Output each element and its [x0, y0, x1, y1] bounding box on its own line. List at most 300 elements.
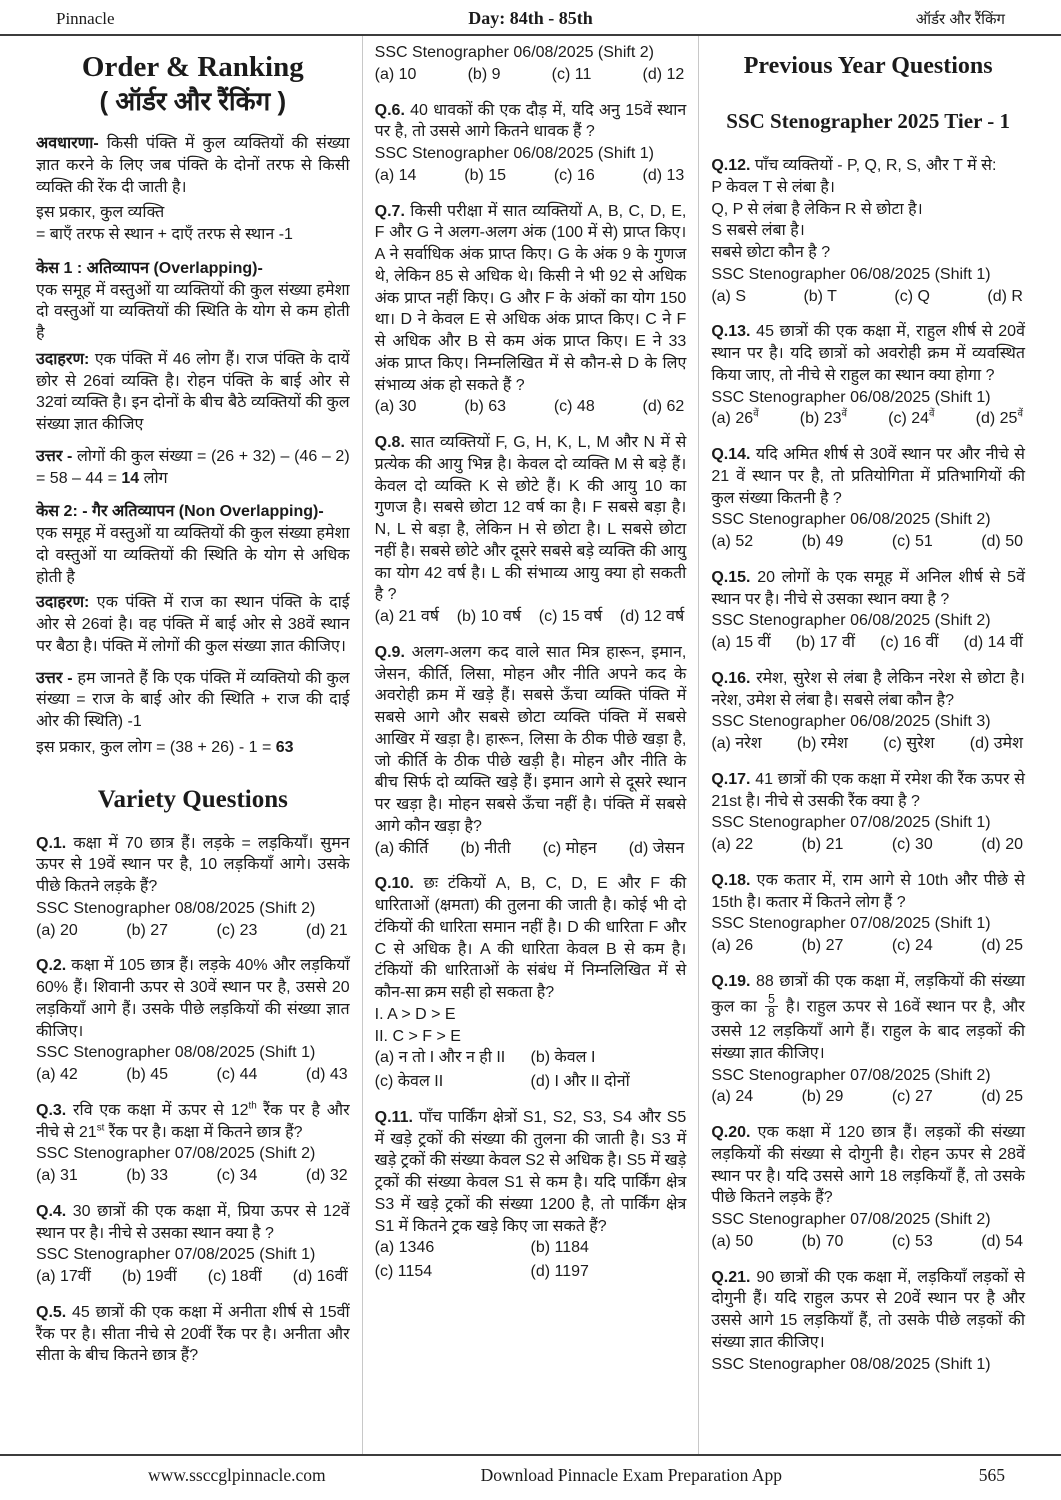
option-c: (c) 1154 — [374, 1263, 433, 1280]
option-label: (a) — [711, 634, 736, 652]
answer2-result-line — [36, 737, 350, 759]
question-number: Q.17. — [711, 770, 756, 788]
answer1-tail: लोग — [139, 469, 168, 487]
options-row — [711, 1086, 1025, 1108]
question-text: Q.6. 40 धावकों की एक दौड़ में, यदि अनु 15वें स्थान पर है, तो उससे आगे कितने धावक हैं ? — [374, 101, 687, 141]
option-d: (d) 50 — [981, 533, 1023, 551]
option-b: (b) 33 — [126, 1167, 169, 1185]
question-source: SSC Stenographer 07/08/2025 (Shift 2) — [36, 1145, 316, 1163]
statement-line: II. C > F > E — [374, 1027, 461, 1045]
options-row — [375, 1237, 687, 1283]
option-label: (c) — [553, 398, 577, 416]
option-label: (d) — [530, 1073, 555, 1090]
option-label: (b) — [456, 608, 481, 625]
option-c: (c) Q — [894, 287, 930, 305]
option-label: (a) — [374, 1239, 399, 1257]
option-label: (b) — [796, 735, 821, 753]
option-label: (d) — [981, 1232, 1006, 1250]
previous-year-questions-heading: Previous Year Questions — [743, 53, 993, 79]
option-a: (a) 50 — [711, 1232, 754, 1250]
question-source: SSC Stenographer 08/08/2025 (Shift 1) — [711, 1355, 991, 1373]
page-header — [0, 0, 1061, 36]
option-label: (b) — [126, 1167, 151, 1185]
question-number: Q.5. — [36, 1303, 73, 1321]
option-b: (b) 70 — [801, 1232, 844, 1250]
option-label: (d) — [628, 839, 653, 857]
option-label: (a) — [36, 1066, 60, 1084]
option-label: (b) — [121, 1268, 146, 1286]
statement-line: P केवल T से लंबा है। — [711, 178, 835, 196]
variety-questions-heading: Variety Questions — [97, 785, 288, 813]
case1-body: एक समूह में वस्तुओं या व्यक्तियों की कुल संख्या हमेशा दो वस्तुओं या व्यक्तियों की स्थिति के योग से कम होती है — [36, 281, 350, 343]
superscript: st — [96, 1122, 105, 1134]
option-c: (c) 23 — [216, 921, 258, 939]
option-d: (d) 14 वीं — [963, 634, 1023, 652]
option-b: (b) 49 — [801, 533, 844, 551]
option-a: (a) कीर्ति — [374, 839, 429, 857]
option-c: (c) 34 — [216, 1167, 258, 1185]
option-label: (a) — [374, 398, 399, 416]
question-8 — [375, 432, 687, 628]
option-label: (c) — [216, 1066, 240, 1084]
question-text: Q.1. कक्षा में 70 छात्र हैं। लड़के = लड़कियाँ। सुमन ऊपर से 19वें स्थान पर है, 10 लड़कियाँ आगे। उसके पीछे कितने लड़के हैं? — [36, 834, 350, 896]
option-c: (c) 16 वीं — [880, 634, 939, 652]
option-label: (d) — [981, 836, 1006, 854]
answer1-paragraph — [36, 446, 350, 490]
question-text: Q.7. किसी परीक्षा में सात व्यक्तियों A, B, C, D, E, F और G ने अलग-अलग अंक (100 में से) प्राप्त किए। A ने सर्वाधिक अंक प्राप्त किए। G के अंक 9 के गुणज थे, लेकिन 85 से अधिक थे। किसी ने भी 92 से अधिक अंक प्राप्त नहीं किए। G और F के अंकों का योग 150 था। D ने केवल E से अधिक अंक प्राप्त किए। C ने F से अधिक और B से कम अंक प्राप्त किए। E ने 33 अंक प्राप्त किए। निम्नलिखित में से कौन-से D के लिए संभाव्य अंक हो सकते हैं ? — [374, 202, 687, 394]
question-source: SSC Stenographer 06/08/2025 (Shift 2) — [711, 511, 991, 529]
option-label: (b) — [460, 839, 485, 857]
option-label: (c) — [538, 608, 562, 625]
option-c: (c) सुरेश — [883, 735, 935, 753]
option-label: (a) — [711, 287, 736, 305]
question-text: Q.12. पाँच व्यक्तियों - P, Q, R, S, और T में से: — [711, 157, 997, 175]
content-columns — [0, 36, 1061, 1454]
question-number: Q.21. — [711, 1268, 757, 1286]
option-label: (d) — [975, 410, 1000, 428]
option-label: (a) — [711, 735, 736, 753]
option-d: (d) 62 — [642, 398, 685, 416]
option-label: (c) — [891, 533, 915, 551]
example1-text: एक पंक्ति में 46 लोग हैं। राज पंक्ति के दायें छोर से 26वां व्यक्ति है। रोहन पंक्ति के बाई ओर से 32वां व्यक्ति है। इन दोनों के बीच बैठे व्यक्तियों की कुल संख्या ज्ञात कीजिए — [36, 350, 350, 434]
option-label: (c) — [891, 1232, 915, 1250]
option-label: (a) — [711, 533, 736, 551]
option-d: (d) 25 — [981, 1088, 1023, 1106]
option-label: (b) — [464, 398, 489, 416]
options-row — [711, 1231, 1025, 1253]
option-d: (d) 12 — [642, 65, 685, 83]
option-label: (d) — [292, 1268, 317, 1286]
column-3 — [699, 36, 1037, 1454]
option-a: (a) 21 वर्ष — [374, 608, 440, 625]
options-row — [375, 606, 687, 628]
superscript: वें — [1017, 409, 1023, 421]
option-b: (b) 29 — [801, 1088, 844, 1106]
option-label: (b) — [801, 836, 826, 854]
question-number: Q.18. — [711, 871, 757, 889]
question-number: Q.6. — [374, 101, 411, 119]
option-label: (b) — [126, 1066, 151, 1084]
exam-tier-subheading: SSC Stenographer 2025 Tier - 1 — [726, 108, 1011, 133]
option-label: (b) — [467, 65, 492, 83]
example2-paragraph — [36, 592, 350, 657]
options-row — [36, 1165, 350, 1187]
option-label: (c) — [207, 1268, 231, 1286]
option-label: (a) — [711, 937, 736, 955]
option-label: (a) — [36, 1268, 60, 1286]
question-number: Q.1. — [36, 834, 74, 852]
option-label: (c) — [880, 634, 904, 652]
question-source: SSC Stenographer 06/08/2025 (Shift 3) — [711, 713, 991, 731]
option-a: (a) 15 वीं — [711, 634, 771, 652]
option-label: (d) — [969, 735, 994, 753]
option-d: (d) 1197 — [530, 1263, 589, 1280]
question-continuation — [375, 42, 687, 86]
concept-line3: = बाएँ तरफ से स्थान + दाएँ तरफ से स्थान -1 — [36, 226, 293, 244]
options-row — [711, 834, 1025, 856]
option-b: (b) 45 — [126, 1066, 169, 1084]
question-text: Q.5. 45 छात्रों की एक कक्षा में अनीता शीर्ष से 15वीं रैंक पर है। सीता नीचे से 20वीं रैंक पर है। अनीता और सीता के बीच कितने छात्र हैं? — [36, 1303, 350, 1365]
option-label: (d) — [305, 921, 330, 939]
options-row — [711, 286, 1025, 308]
answer1-text: लोगों की कुल संख्या = (26 + 32) – (46 – 2) = 58 – 44 = — [36, 447, 350, 487]
answer2-result-pre: इस प्रकार, कुल लोग = (38 + 26) - 1 = — [36, 738, 276, 756]
option-d: (d) 43 — [305, 1066, 348, 1084]
option-label: (d) — [642, 65, 667, 83]
question-7 — [375, 201, 687, 419]
option-b: (b) 10 वर्ष — [456, 608, 522, 625]
column-3-questions-list — [711, 155, 1025, 1375]
question-number: Q.4. — [36, 1202, 73, 1220]
question-text: Q.11. पाँच पार्किंग क्षेत्रों S1, S2, S3, S4 और S5 में खड़े ट्रकों की संख्या की तुलना की जाती है। S3 में खड़े ट्रकों की संख्या केवल S2 से अधिक है। S5 में खड़े ट्रकों की संख्या केवल S1 से कम है। यदि पार्किंग क्षेत्र S3 में खड़े ट्रकों की संख्या 1200 है, तो पार्किंग क्षेत्र S1 में कितने ट्रक खड़े किए जा सकते हैं? — [374, 1108, 687, 1235]
footer-website: www.ssccglpinnacle.com — [147, 1465, 326, 1485]
option-b: (b) 19वीं — [121, 1268, 177, 1286]
chapter-title-english: Order & Ranking — [81, 51, 304, 83]
question-text: Q.8. सात व्यक्तियों F, G, H, K, L, M और N में से प्रत्येक की आयु भिन्न है। केवल दो व्यक्ति M से बड़े हैं। केवल दो व्यक्ति K से छोटे हैं। K की आयु 10 का गुणज है। सबसे छोटा 12 वर्ष का है। F सबसे बड़ा है। N, L से बड़ा है, लेकिन H से छोटा है। L सबसे छोटा नहीं है। सबसे छोटे और दूसरे सबसे बड़े व्यक्ति की आयु का योग 42 वर्ष है। L की संभाव्य आयु क्या हो सकती है ? — [374, 434, 687, 604]
question-1 — [36, 833, 350, 942]
option-label: (d) — [963, 634, 988, 652]
options-row — [375, 396, 687, 418]
question-number: Q.13. — [711, 323, 757, 341]
options-row — [36, 1064, 350, 1086]
statement-line: सबसे छोटा कौन है ? — [711, 244, 831, 262]
option-a: (a) 26 — [711, 937, 754, 955]
option-label: (b) — [530, 1049, 555, 1067]
option-a: (a) 14 — [374, 166, 417, 184]
options-row — [375, 838, 687, 860]
option-b: (b) T — [803, 287, 837, 305]
question-15 — [711, 567, 1025, 654]
option-label: (c) — [894, 287, 918, 305]
option-c: (c) 15 वर्ष — [538, 608, 603, 625]
option-label: (a) — [36, 921, 60, 939]
superscript: वें — [753, 409, 759, 421]
answer2-paragraph — [36, 668, 350, 733]
option-label: (c) — [551, 65, 575, 83]
case2-body: एक समूह में वस्तुओं या व्यक्तियों की कुल संख्या हमेशा दो वस्तुओं या व्यक्तियों की स्थिति के योग से अधिक होती है — [36, 525, 350, 586]
question-text: Q.19. 88 छात्रों की एक कक्षा में, लड़कियों की संख्या कुल का $\frac{5}{8}$ है। राहुल ऊपर से 16वें स्थान पर है, और उससे 12 लड़कियाँ आगे हैं। राहुल के बाद लड़कों की संख्या ज्ञात कीजिए। — [711, 972, 1025, 1062]
statement-line: S सबसे लंबा है। — [711, 222, 805, 240]
option-b: (b) केवल I — [530, 1049, 596, 1067]
question-source: SSC Stenographer 06/08/2025 (Shift 2) — [374, 44, 654, 61]
option-label: (d) — [642, 398, 667, 416]
fraction-denominator: 8 — [767, 1006, 775, 1021]
option-label: (b) — [801, 1232, 826, 1250]
option-b: (b) 1184 — [530, 1239, 589, 1257]
options-row — [711, 408, 1025, 430]
question-source: SSC Stenographer 07/08/2025 (Shift 1) — [711, 814, 991, 832]
option-label: (a) — [374, 839, 399, 857]
question-6 — [375, 100, 687, 187]
option-d: (d) 54 — [981, 1232, 1023, 1250]
option-c: (c) 48 — [553, 398, 595, 416]
answer1-result: 14 — [121, 469, 140, 487]
variety-questions-list — [36, 833, 350, 1368]
option-a: (a) नरेश — [711, 735, 762, 753]
option-label: (b) — [801, 533, 826, 551]
question-number: Q.11. — [374, 1108, 419, 1126]
case1-heading: केस 1 : अतिव्यापन (Overlapping)- — [36, 259, 263, 277]
question-text: Q.3. रवि एक कक्षा में ऊपर से 12th रैंक पर है और नीचे से 21st रैंक पर है। कक्षा में कितने छात्र हैं? — [36, 1100, 350, 1141]
question-source: SSC Stenographer 06/08/2025 (Shift 1) — [711, 388, 991, 406]
answer2-result: 63 — [275, 738, 294, 756]
option-b: (b) नीती — [460, 839, 511, 857]
option-b: (b) 21 — [801, 836, 844, 854]
option-a: (a) 17वीं — [36, 1268, 91, 1286]
question-16 — [711, 668, 1025, 755]
option-a: (a) 10 — [374, 65, 417, 83]
option-label: (a) — [36, 1167, 60, 1185]
options-row — [711, 733, 1025, 755]
option-a: (a) न तो I और न ही II — [374, 1049, 506, 1067]
example2-text: एक पंक्ति में राज का स्थान पंक्ति के दाई ओर से 26वां है। वह पंक्ति में बाई ओर से 38वें स्थान पर बैठा है। पंक्ति में लोगों की कुल संख्या ज्ञात कीजिए। — [36, 594, 350, 655]
question-21 — [711, 1267, 1025, 1376]
option-label: (b) — [799, 410, 824, 428]
column-2 — [362, 36, 700, 1454]
question-source: SSC Stenographer 07/08/2025 (Shift 2) — [711, 1211, 991, 1229]
question-text: Q.16. रमेश, सुरेश से लंबा है लेकिन नरेश से छोटा है। नरेश, उमेश से लंबा है। सबसे लंबा कौन है? — [711, 669, 1025, 709]
question-source: SSC Stenographer 08/08/2025 (Shift 2) — [36, 899, 316, 917]
option-d: (d) I और II दोनों — [530, 1073, 630, 1090]
question-text: Q.20. एक कक्षा में 120 छात्र हैं। लड़कों की संख्या लड़कियों की संख्या से दोगुनी है। रोहन ऊपर से 28वें स्थान पर है। यदि उससे आगे 18 लड़कियाँ हैं, तो उसके पीछे कितने लड़के हैं? — [711, 1124, 1025, 1207]
option-c: (c) 11 — [551, 65, 592, 83]
option-a: (a) 1346 — [374, 1239, 435, 1257]
options-row — [36, 920, 350, 942]
option-label: (a) — [711, 836, 736, 854]
question-text: Q.13. 45 छात्रों की एक कक्षा में, राहुल शीर्ष से 20वें स्थान पर है। यदि छात्रों को अवरोही क्रम में व्यवस्थित किया जाए, तो नीचे से राहुल का स्थान क्या होगा ? — [711, 323, 1025, 384]
option-label: (c) — [891, 1088, 915, 1106]
footer-page-number: 565 — [978, 1465, 1005, 1485]
header-topic-hindi: ऑर्डर और रैंकिंग — [915, 11, 1005, 28]
option-b: (b) 27 — [126, 921, 169, 939]
chapter-title-hindi: ( ऑर्डर और रैंकिंग ) — [99, 85, 287, 116]
question-number: Q.8. — [374, 434, 411, 451]
option-d: (d) 21 — [305, 921, 348, 939]
options-row — [375, 64, 687, 86]
option-label: (c) — [883, 735, 907, 753]
answer2-label: उत्तर - — [36, 669, 73, 687]
options-row — [375, 1047, 687, 1093]
answer1-label: उत्तर - — [36, 447, 73, 465]
option-c: (c) 18वीं — [207, 1268, 262, 1286]
question-number: Q.3. — [36, 1101, 73, 1119]
question-13 — [711, 321, 1025, 430]
question-18 — [711, 870, 1025, 957]
question-5 — [36, 1302, 350, 1367]
option-c: (c) 30 — [891, 836, 933, 854]
option-c: (c) 16 — [553, 166, 595, 184]
option-a: (a) 24 — [711, 1088, 754, 1106]
option-label: (d) — [642, 166, 667, 184]
option-label: (d) — [981, 937, 1006, 955]
question-20 — [711, 1122, 1025, 1253]
options-row — [375, 165, 687, 187]
example1-paragraph — [36, 349, 350, 436]
option-label: (d) — [981, 533, 1006, 551]
option-c: (c) 27 — [891, 1088, 933, 1106]
option-label: (a) — [711, 1088, 736, 1106]
fraction — [765, 993, 778, 1021]
option-label: (b) — [803, 287, 828, 305]
question-17 — [711, 769, 1025, 856]
case2-heading: केस 2: - गैर अतिव्यापन (Non Overlapping)- — [36, 503, 324, 521]
option-a: (a) 30 — [374, 398, 417, 416]
option-label: (d) — [305, 1167, 330, 1185]
option-b: (b) रमेश — [796, 735, 848, 753]
statement-line: I. A > D > E — [374, 1005, 456, 1023]
option-c: (c) 24 — [891, 937, 933, 955]
example1-label: उदाहरण: — [36, 350, 90, 368]
option-label: (d) — [619, 608, 644, 625]
question-number: Q.9. — [374, 643, 412, 661]
option-label: (b) — [795, 634, 820, 652]
page-footer — [0, 1454, 1061, 1500]
option-d: (d) R — [987, 287, 1023, 305]
option-b: (b) 17 वीं — [795, 634, 856, 652]
option-a: (a) $26^{वें}$ — [711, 409, 759, 428]
header-day-title: Day: 84th - 85th — [468, 8, 593, 28]
question-10 — [375, 873, 687, 1093]
option-a: (a) 20 — [36, 921, 78, 939]
question-source: SSC Stenographer 06/08/2025 (Shift 1) — [711, 265, 991, 283]
question-text: Q.17. 41 छात्रों की एक कक्षा में रमेश की रैंक ऊपर से 21st है। नीचे से उसकी रैंक क्या है ? — [711, 770, 1025, 810]
option-label: (c) — [891, 937, 915, 955]
question-number: Q.16. — [711, 669, 757, 687]
option-label: (a) — [711, 1232, 736, 1250]
question-text: Q.21. 90 छात्रों की एक कक्षा में, लड़कियाँ लड़कों से दोगुनी हैं। यदि राहुल ऊपर से 20वें स्थान पर है और उससे आगे 15 लड़कियाँ हैं, तो उसके पीछे लड़कों की संख्या ज्ञात कीजिए। — [711, 1268, 1025, 1351]
options-row — [711, 531, 1025, 553]
header-brand: Pinnacle — [56, 9, 115, 28]
option-a: (a) 22 — [711, 836, 754, 854]
concept-line2: इस प्रकार, कुल व्यक्ति — [36, 204, 165, 222]
option-d: (d) 12 वर्ष — [619, 608, 685, 625]
option-label: (c) — [553, 166, 577, 184]
option-label: (a) — [374, 166, 399, 184]
question-9 — [375, 642, 687, 860]
option-b: (b) 63 — [464, 398, 507, 416]
option-a: (a) 31 — [36, 1167, 78, 1185]
option-label: (b) — [464, 166, 489, 184]
option-d: (d) 25 — [981, 937, 1023, 955]
option-label: (c) — [891, 836, 915, 854]
question-text: Q.10. छः टंकियों A, B, C, D, E और F की धारिताओं (क्षमता) की तुलना की जाती है। कोई भी दो टंकियों की धारिता समान नहीं है। D की धारिता F और C से अधिक है। A की धारिता केवल B से कम है। टंकियों की धारिताओं के संबंध में निम्नलिखित में से कौन-सा क्रम सही हो सकता है? — [374, 875, 687, 1001]
options-row — [711, 935, 1025, 957]
question-12 — [711, 155, 1025, 307]
question-number: Q.2. — [36, 957, 72, 975]
question-number: Q.12. — [711, 157, 755, 175]
option-b: (b) 9 — [467, 65, 501, 83]
column-1 — [24, 36, 362, 1454]
option-label: (c) — [216, 921, 240, 939]
statement-line: Q, P से लंबा है लेकिन R से छोटा है। — [711, 200, 923, 218]
question-source: SSC Stenographer 06/08/2025 (Shift 1) — [374, 145, 654, 162]
option-d: (d) $25^{वें}$ — [975, 409, 1023, 428]
option-d: (d) जेसन — [628, 839, 685, 857]
option-label: (c) — [374, 1073, 398, 1090]
option-c: (c) 53 — [891, 1232, 933, 1250]
question-number: Q.15. — [711, 568, 758, 586]
options-row — [711, 632, 1025, 654]
option-label: (c) — [542, 839, 566, 857]
superscript: th — [248, 1100, 257, 1112]
question-source: SSC Stenographer 08/08/2025 (Shift 1) — [36, 1044, 316, 1062]
example2-label: उदाहरण: — [36, 594, 90, 612]
option-a: (a) 42 — [36, 1066, 78, 1084]
question-14 — [711, 444, 1025, 553]
question-4 — [36, 1201, 350, 1288]
option-label: (d) — [305, 1066, 330, 1084]
option-label: (a) — [374, 65, 399, 83]
option-d: (d) उमेश — [969, 735, 1023, 753]
question-text: Q.15. 20 लोगों के एक समूह में अनिल शीर्ष से 5वें स्थान पर है। नीचे से उसका स्थान क्या है ? — [711, 568, 1025, 608]
option-d: (d) 16वीं — [292, 1268, 348, 1286]
option-label: (d) — [530, 1263, 555, 1280]
option-c: (c) 44 — [216, 1066, 258, 1084]
option-label: (b) — [801, 1088, 826, 1106]
question-19 — [711, 971, 1025, 1108]
option-label: (d) — [987, 287, 1012, 305]
answer2-text: हम जानते हैं कि एक पंक्ति में व्यक्तियो की कुल संख्या = राज के बाई ओर की स्थिति + राज की दाई ओर की स्थिति) -1 — [36, 669, 350, 731]
concept-paragraph — [36, 133, 350, 198]
option-label: (d) — [981, 1088, 1006, 1106]
option-label: (b) — [126, 921, 151, 939]
question-text: Q.18. एक कतार में, राम आगे से 10th और पीछे से 15th है। कतार में कितने लोग हैं ? — [711, 871, 1025, 911]
option-c: (c) केवल II — [374, 1073, 444, 1090]
option-b: (b) 27 — [801, 937, 844, 955]
option-b: (b) 15 — [464, 166, 507, 184]
question-text: Q.4. 30 छात्रों की एक कक्षा में, प्रिया ऊपर से 12वें स्थान पर है। नीचे से उसका स्थान क्या है ? — [36, 1202, 350, 1242]
question-text: Q.9. अलग-अलग कद वाले सात मित्र हारून, इमान, जेसन, कीर्ति, लिसा, मोहन और नीति अपने कद के अवरोही क्रम में खड़े हैं। सबसे ऊँचा व्यक्ति पंक्ति में सबसे आगे और सबसे छोटा व्यक्ति पंक्ति में सबसे आखिर में खड़ा है। हारून, लिसा के ठीक पीछे खड़ा है, जो कीर्ति के ठीक पीछे खड़ी है। मोहन और नीति के बीच सिर्फ दो व्यक्ति खड़े हैं। इमान आगे से दूसरे स्थान पर खड़ा है। मोहन सबसे ऊँचा नहीं है। पंक्ति में सबसे आगे कौन खड़ा है? — [374, 643, 687, 835]
footer-app-promo: Download Pinnacle Exam Preparation App — [480, 1465, 782, 1485]
option-label: (c) — [888, 410, 912, 428]
question-11 — [375, 1107, 687, 1283]
question-number: Q.19. — [711, 972, 756, 990]
question-source: SSC Stenographer 07/08/2025 (Shift 1) — [36, 1246, 316, 1264]
option-d: (d) 32 — [305, 1167, 348, 1185]
question-text: Q.2. कक्षा में 105 छात्र हैं। लड़के 40% और लड़कियाँ 60% हैं। शिवानी ऊपर से 30वें स्थान पर है, उससे 20 लड़कियाँ आगे हैं। उसके पीछे लड़कियों की संख्या ज्ञात कीजिए। — [36, 957, 350, 1040]
question-source: SSC Stenographer 07/08/2025 (Shift 2) — [711, 1066, 991, 1084]
option-d: (d) 13 — [642, 166, 685, 184]
option-a: (a) S — [711, 287, 746, 305]
option-label: (c) — [216, 1167, 240, 1185]
option-c: (c) 51 — [891, 533, 933, 551]
superscript: वें — [929, 409, 935, 421]
option-b: (b) $23^{वें}$ — [799, 409, 848, 428]
option-c: (c) मोहन — [542, 839, 597, 857]
option-label: (c) — [374, 1263, 398, 1280]
question-3 — [36, 1100, 350, 1187]
option-label: (a) — [374, 608, 399, 625]
